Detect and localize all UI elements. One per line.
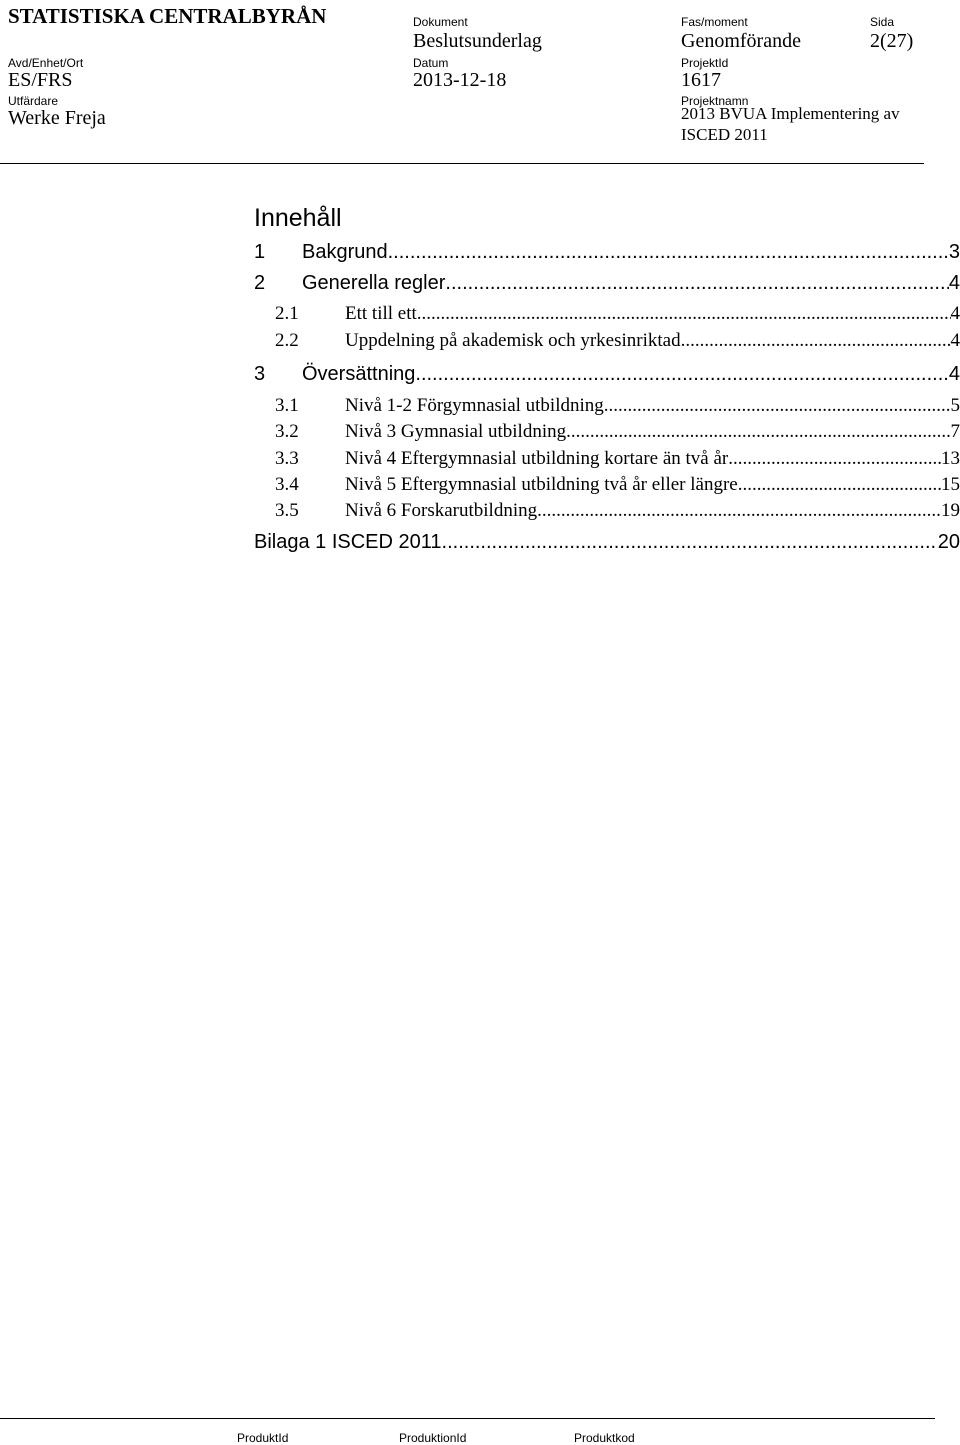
toc-entry-2-1[interactable] xyxy=(275,303,960,325)
toc-entry-3[interactable] xyxy=(254,362,960,386)
toc-dot-leader xyxy=(445,271,948,295)
toc-entry-title: Nivå 4 Eftergymnasial utbildning kortare än två år xyxy=(345,448,729,469)
unit-label: Avd/Enhet/Ort xyxy=(8,56,84,70)
toc-dot-leader xyxy=(415,362,948,386)
toc-entry-title: Bakgrund xyxy=(302,241,388,263)
toc-entry-number: 1 xyxy=(254,241,266,263)
toc-entry-page: 7 xyxy=(950,421,960,442)
toc-entry-title: Nivå 5 Eftergymnasial utbildning två år eller längre xyxy=(345,474,738,495)
toc-entry-number: 2 xyxy=(254,272,266,294)
toc-entry-2-2[interactable] xyxy=(275,330,960,352)
footer-production-id-label: ProduktionId xyxy=(399,1431,467,1445)
toc-entry-title: Ett till ett xyxy=(345,303,417,324)
toc-entry-page: 20 xyxy=(937,531,960,553)
toc-entry-title: Nivå 6 Forskarutbildning xyxy=(345,500,538,521)
toc-entry-number: 3.2 xyxy=(275,421,299,442)
toc-heading: Innehåll xyxy=(254,204,342,232)
toc-entry-title: Nivå 3 Gymnasial utbildning xyxy=(345,421,567,442)
issuer-value: Werke Freja xyxy=(8,107,106,129)
project-name-label: Projektnamn xyxy=(681,94,749,108)
toc-entry-page: 3 xyxy=(948,241,960,263)
project-id-value: 1617 xyxy=(681,69,721,91)
organization-name: STATISTISKA CENTRALBYRÅN xyxy=(8,4,327,28)
toc-dot-leader xyxy=(417,303,951,325)
toc-entry-page: 19 xyxy=(941,500,960,521)
header-rule xyxy=(0,163,924,164)
toc-entry-number: 2.1 xyxy=(275,303,299,324)
unit-value: ES/FRS xyxy=(8,69,73,91)
toc-dot-leader xyxy=(388,240,949,264)
toc-entry-1[interactable] xyxy=(254,240,960,264)
document-label: Dokument xyxy=(413,15,468,29)
toc-entry-3-5[interactable] xyxy=(275,500,960,522)
project-name-line2: ISCED 2011 xyxy=(681,125,768,144)
toc-entry-number: 2.2 xyxy=(275,330,299,351)
toc-dot-leader xyxy=(681,330,951,352)
phase-label: Fas/moment xyxy=(681,15,748,29)
toc-entry-number: 3.3 xyxy=(275,448,299,469)
footer-product-id-label: ProduktId xyxy=(237,1431,289,1445)
footer-product-code-label: Produktkod xyxy=(574,1431,635,1445)
document-value: Beslutsunderlag xyxy=(413,30,542,52)
toc-dot-leader xyxy=(604,395,951,417)
toc-dot-leader xyxy=(442,530,938,554)
toc-entry-number: 3.5 xyxy=(275,500,299,521)
toc-dot-leader xyxy=(738,474,941,496)
toc-entry-page: 4 xyxy=(948,272,960,294)
page-value: 2(27) xyxy=(870,30,914,52)
toc-entry-title: Uppdelning på akademisk och yrkesinriktad xyxy=(345,330,681,351)
project-name-line1: 2013 BVUA Implementering av xyxy=(681,104,900,123)
toc-entry-3-2[interactable] xyxy=(275,421,960,443)
toc-entry-3-4[interactable] xyxy=(275,474,960,496)
issuer-label: Utfärdare xyxy=(8,94,59,108)
toc-entry-2[interactable] xyxy=(254,271,960,295)
toc-entry-page: 13 xyxy=(941,448,960,469)
toc-dot-leader xyxy=(537,500,941,522)
toc-entry-number: 3.4 xyxy=(275,474,299,495)
toc-entry-number: 3 xyxy=(254,363,266,385)
toc-entry-title: Bilaga 1 ISCED 2011 xyxy=(254,531,442,553)
toc-entry-number: 3.1 xyxy=(275,395,299,416)
toc-dot-leader xyxy=(728,448,941,470)
toc-entry-title: Nivå 1-2 Förgymnasial utbildning xyxy=(345,395,604,416)
footer-rule xyxy=(0,1418,935,1419)
date-label: Datum xyxy=(413,56,449,70)
date-value: 2013-12-18 xyxy=(413,69,507,91)
toc-dot-leader xyxy=(566,421,950,443)
toc-entry-page: 15 xyxy=(941,474,960,495)
toc-entry-title: Generella regler xyxy=(302,272,446,294)
phase-value: Genomförande xyxy=(681,30,801,52)
toc-entry-page: 5 xyxy=(950,395,960,416)
toc-entry-page: 4 xyxy=(948,363,960,385)
toc-entry-title: Översättning xyxy=(302,363,416,385)
toc-entry-page: 4 xyxy=(950,303,960,324)
toc-entry-3-3[interactable] xyxy=(275,448,960,470)
toc-entry-3-1[interactable] xyxy=(275,395,960,417)
page-label: Sida xyxy=(870,15,895,29)
project-id-label: ProjektId xyxy=(681,56,729,70)
toc-entry-appendix-1[interactable] xyxy=(254,530,960,554)
toc-entry-page: 4 xyxy=(950,330,960,351)
